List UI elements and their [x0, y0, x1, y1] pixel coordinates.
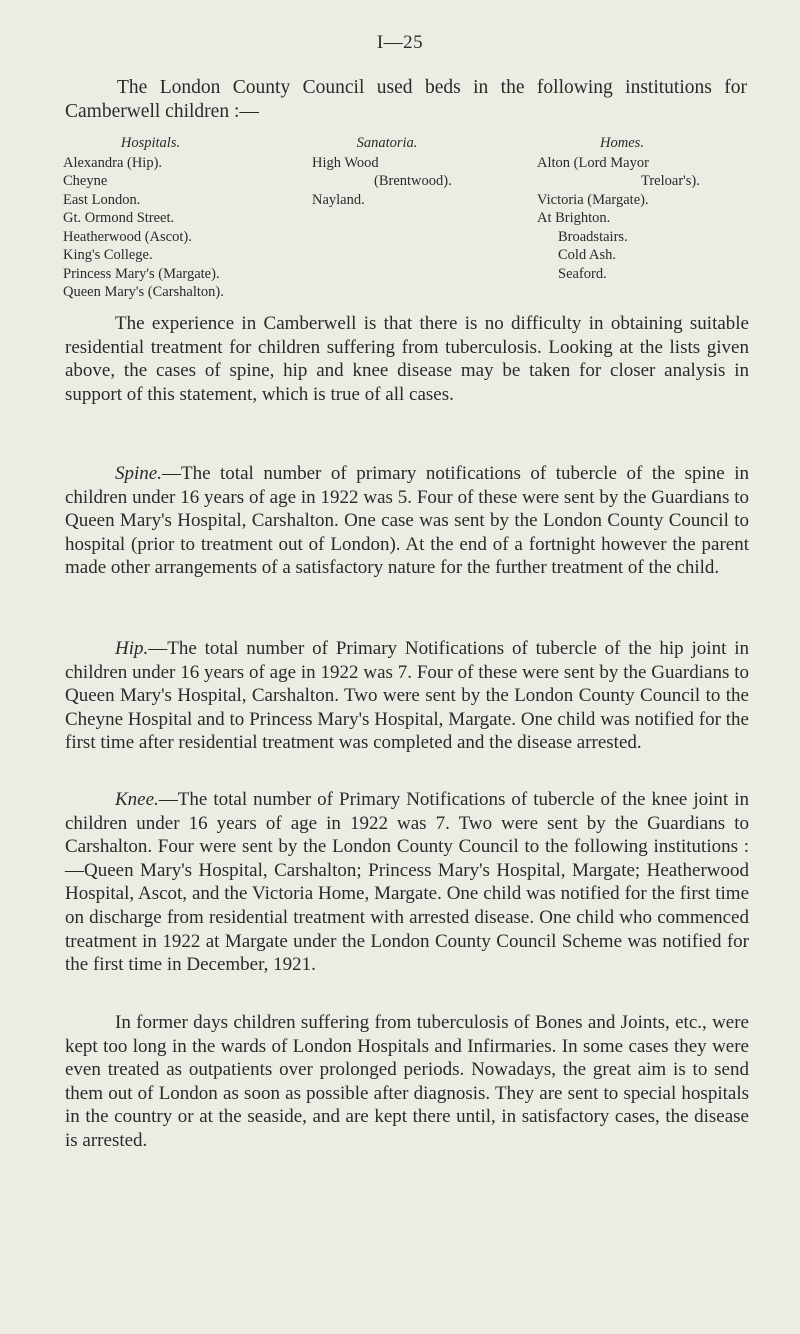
hospitals-column — [63, 134, 303, 302]
home-item-sub: Cold Ash. — [558, 247, 617, 263]
home-item-sub: Broadstairs. — [558, 228, 628, 245]
knee-lead: Knee. — [115, 789, 159, 810]
intro-paragraph: The London County Council used beds in the following institutions for Camberwell children :— — [65, 77, 747, 122]
sanatorium-item-continuation: (Brentwood). — [374, 173, 452, 189]
page-number: I—25 — [376, 32, 424, 53]
home-item: Victoria (Margate). — [537, 191, 649, 208]
paragraph-text: In former days children suffering from tuberculosis of Bones and Joints, etc., were kept too long in the wards of London Hospitals and Infirmaries. In some cases they were even treated as outpatients over prolonged periods. Nowadays, the great aim is to send them out of London as soon as possible after diagnosis. They are sent to special hospitals in the country or at the seaside, and are kept there until, in satisfactory cases, the disease is arrested. — [65, 1012, 749, 1151]
hospital-item: Princess Mary's (Margate). — [63, 265, 220, 282]
hospital-item: East London. — [63, 191, 141, 208]
sanatorium-item: Nayland. — [312, 191, 365, 208]
home-item-continuation: Treloar's). — [641, 173, 700, 189]
hospital-item: Gt. Ormond Street. — [63, 210, 175, 226]
knee-paragraph — [65, 788, 749, 977]
spine-lead: Spine. — [115, 463, 162, 484]
paragraph-text: —The total number of Primary Notifications of tubercle of the knee joint in children under 16 years of age in 1922 was 7. Two were sent by the Guardians to Carshalton. Four were sent by the London County Council to the following institutions :—Queen Mary's Hospital, Carshalton; Princess Mary's Hospital, Margate; Heatherwood Hospital, Ascot, and the Victoria Home, Margate. One child was notified for the first time on discharge from residential treatment with arrested disease. One child who commenced treatment in 1922 at Margate under the London County Council Scheme was notified for the first time in December, 1921. — [65, 789, 749, 976]
paragraph-text: The experience in Camberwell is that there is no difficulty in obtaining suitable residential treatment for children suffering from tuberculosis. Looking at the lists given above, the cases of spine, hip and knee disease may be taken for closer analysis in support of this statement, which is true of all cases. — [65, 313, 749, 405]
hospital-item: Heatherwood (Ascot). — [63, 228, 192, 245]
paragraph-text: —The total number of Primary Notifications of tubercle of the hip joint in children under 16 years of age in 1922 was 7. Four of these were sent by the Guardians to Queen Mary's Hospital, Carshalton. Two were sent by the London County Council to the Cheyne Hospital and to Princess Mary's Hospital, Margate. One child was notified for the first time after residential treatment was completed and the disease arrested. — [65, 638, 749, 754]
paragraph-text: —The total number of primary notifications of tubercle of the spine in children under 16 years of age in 1922 was 5. Four of these were sent by the Guardians to Queen Mary's Hospital, Carshalton. One case was sent by the London County Council to hospital (prior to treatment out of London). At the end of a fortnight however the parent made other arrangements of a satisfactory nature for the further treatment of the child. — [65, 463, 749, 579]
home-item: At Brighton. — [537, 210, 611, 226]
home-item: Alton (Lord Mayor — [537, 154, 649, 171]
hospital-item: Queen Mary's (Carshalton). — [63, 284, 224, 300]
hospital-item: Alexandra (Hip). — [63, 154, 163, 171]
homes-heading: Homes. — [600, 135, 644, 151]
hospital-item: Cheyne — [63, 173, 108, 189]
hospital-item: King's College. — [63, 247, 153, 263]
former-days-paragraph — [65, 1011, 749, 1153]
sanatoria-column — [312, 134, 537, 209]
hip-paragraph — [65, 637, 749, 755]
sanatorium-item: High Wood — [312, 154, 379, 171]
experience-paragraph — [65, 312, 749, 406]
hospitals-heading: Hospitals. — [120, 135, 181, 151]
home-item-sub: Seaford. — [558, 265, 607, 282]
spine-paragraph — [65, 462, 749, 580]
hip-lead: Hip. — [115, 638, 149, 659]
sanatoria-heading: Sanatoria. — [356, 135, 418, 151]
homes-column — [537, 134, 757, 283]
